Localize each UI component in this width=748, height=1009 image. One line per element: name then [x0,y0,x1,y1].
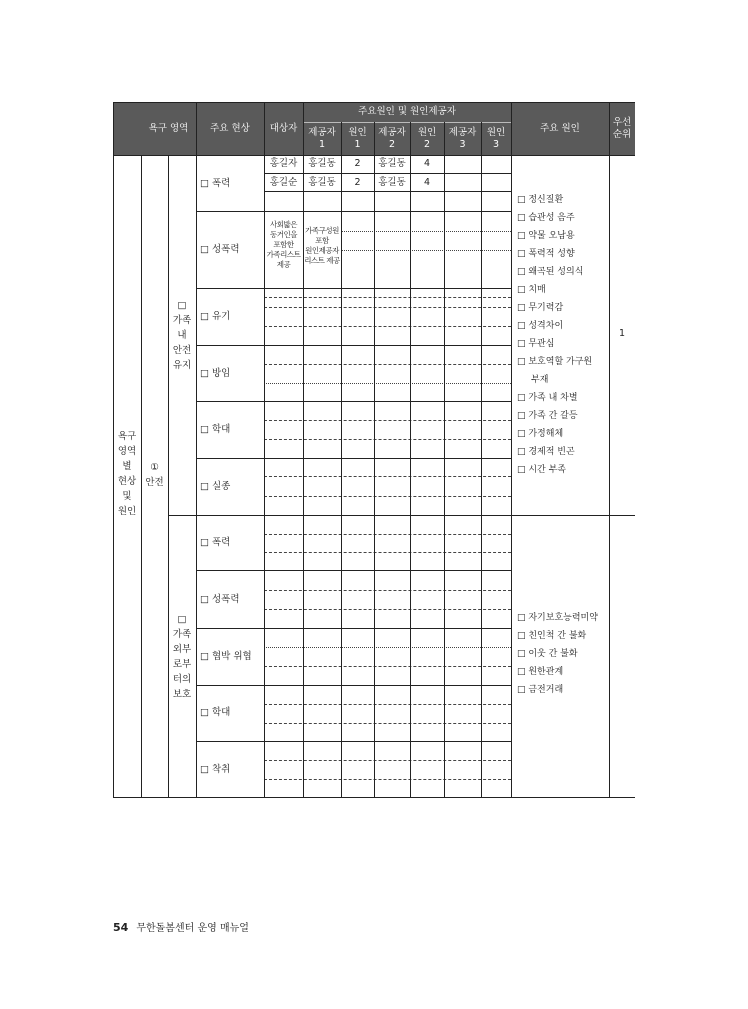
header-main-phenomenon: 주요 현상 [210,122,250,134]
book-title: 무한돌봄센터 운영 매뉴얼 [136,923,249,934]
sub-row-line [264,297,511,298]
cause-item: □ 정신질환 [517,195,564,205]
sub-row-line [341,250,511,251]
sub-row-line [264,534,511,535]
cause-item: □ 가족 간 갈등 [517,411,578,421]
phenomenon-abuse: □ 학대 [200,707,231,718]
phenomenon-abandonment: □ 유기 [200,311,231,322]
page-footer [113,919,249,934]
row-separator [196,570,511,571]
phenomenon-exploitation: □ 착취 [200,764,231,775]
row-separator [196,401,511,402]
cause-item: □ 보호역할 가구원 [517,357,593,367]
risk-assessment-table [113,102,635,798]
header-cause-1: 원인 1 [348,126,367,150]
sub-row-line [264,420,511,421]
cell-cause-1: 2 [354,158,361,169]
cause-item: 부재 [531,375,549,385]
sub-row-line [264,326,511,327]
sub-row-line [264,476,511,477]
row-separator [264,191,511,192]
sexual-violence-target-note: 사회밟은 동거인을 포함한 가족리스트 제공 [266,220,301,269]
cell-provider-2: 홍길동 [378,158,406,169]
safety-label: ① 안전 [145,462,164,488]
sub-row-line [264,609,511,610]
cause-item: □ 성격차이 [517,321,564,331]
sub-row-line [264,307,511,308]
cause-item: □ 원한관계 [517,667,564,677]
row-separator [196,288,511,289]
phenomenon-sexual-violence: □ 성폭력 [200,594,240,605]
sub-row-line [264,779,511,780]
cause-item: □ 친인척 간 불화 [517,631,587,641]
column-divider [609,102,610,798]
phenomenon-violence: □ 폭력 [200,178,231,189]
sub-row-line [264,496,511,497]
cell-provider-1: 홍길동 [308,177,336,188]
group-label-family-outside: □ 가족 외부 로부 터의 보호 [172,614,192,700]
area-label: 욕구 영역 별 현상 및 원인 [117,431,137,517]
row-separator [196,628,511,629]
column-divider [410,122,411,798]
row-separator [264,173,511,174]
main-causes-family-inside [517,191,592,479]
header-provider-2: 제공자 2 [378,126,406,150]
sub-row-line [264,439,511,440]
phenomenon-violence: □ 폭력 [200,537,231,548]
page-number: 54 [113,921,129,934]
table-top-border [113,102,635,103]
header-cause-group: 주요원인 및 원인제공자 [358,106,456,117]
group-label-family-inside: □ 가족 내 안전 유지 [172,300,192,371]
column-divider [444,122,445,798]
header-need-area: 욕구 영역 [148,122,189,134]
cell-cause-1: 2 [354,177,361,188]
phenomenon-neglect: □ 방임 [200,368,231,379]
priority-value: 1 [618,328,626,339]
cause-item: □ 습관성 음주 [517,213,575,223]
cell-target: 홍길순 [269,177,298,188]
cause-item: □ 가족 내 차별 [517,393,578,403]
cause-item: □ 경제적 빈곤 [517,447,575,457]
phenomenon-missing: □ 실종 [200,481,231,492]
cause-item: □ 자기보호능력미약 [517,613,598,623]
sub-row-line [264,383,511,384]
cause-item: □ 약물 오남용 [517,231,575,241]
column-divider [481,122,482,798]
row-separator [196,685,511,686]
sub-row-line [264,666,511,667]
sub-row-line [264,364,511,365]
main-causes-family-outside [517,609,598,699]
sub-row-line [341,231,511,232]
row-separator [196,741,511,742]
phenomenon-sexual-violence: □ 성폭력 [200,244,240,255]
cause-item: □ 치매 [517,285,546,295]
row-separator [196,458,511,459]
cause-item: □ 무기력감 [517,303,564,313]
header-cause-2: 원인 2 [417,126,437,150]
row-separator [196,345,511,346]
header-divider [303,122,511,123]
cause-item: □ 가정해체 [517,429,564,439]
column-divider [196,102,197,798]
sub-row-line [264,590,511,591]
cell-cause-2: 4 [423,177,431,188]
cause-item: □ 시간 부족 [517,465,567,475]
column-divider [303,102,304,798]
header-provider-3: 제공자 3 [448,126,477,150]
sub-row-line [264,647,511,648]
header-target: 대상자 [269,122,298,134]
sub-row-line [264,704,511,705]
group-separator [168,515,635,516]
cause-item: □ 이웃 간 불화 [517,649,578,659]
header-priority: 우선 순위 [612,116,632,140]
column-divider [264,102,265,798]
cell-cause-2: 4 [423,158,431,169]
sub-row-line [264,552,511,553]
sub-row-line [264,723,511,724]
column-divider [511,102,512,798]
sub-row-line [264,760,511,761]
cell-target: 홍길자 [269,158,298,169]
cause-item: □ 금전거래 [517,685,564,695]
cell-provider-2: 홍길동 [378,177,406,188]
column-divider [374,122,375,798]
cell-provider-1: 홍길동 [308,158,336,169]
header-cause-3: 원인 3 [486,126,506,150]
row-separator [196,211,511,212]
phenomenon-threat: □ 협박 위협 [200,651,252,662]
cause-item: □ 왜곡된 성의식 [517,267,584,277]
column-divider [341,122,342,798]
header-provider-1: 제공자 1 [308,126,336,150]
sexual-violence-provider-note: 가족구성원 포함 원인제공자 리스트 제공 [304,226,340,265]
cause-item: □ 무관심 [517,339,555,349]
phenomenon-abuse: □ 학대 [200,424,231,435]
header-main-cause: 주요 원인 [540,122,580,134]
cause-item: □ 폭력적 성향 [517,249,575,259]
